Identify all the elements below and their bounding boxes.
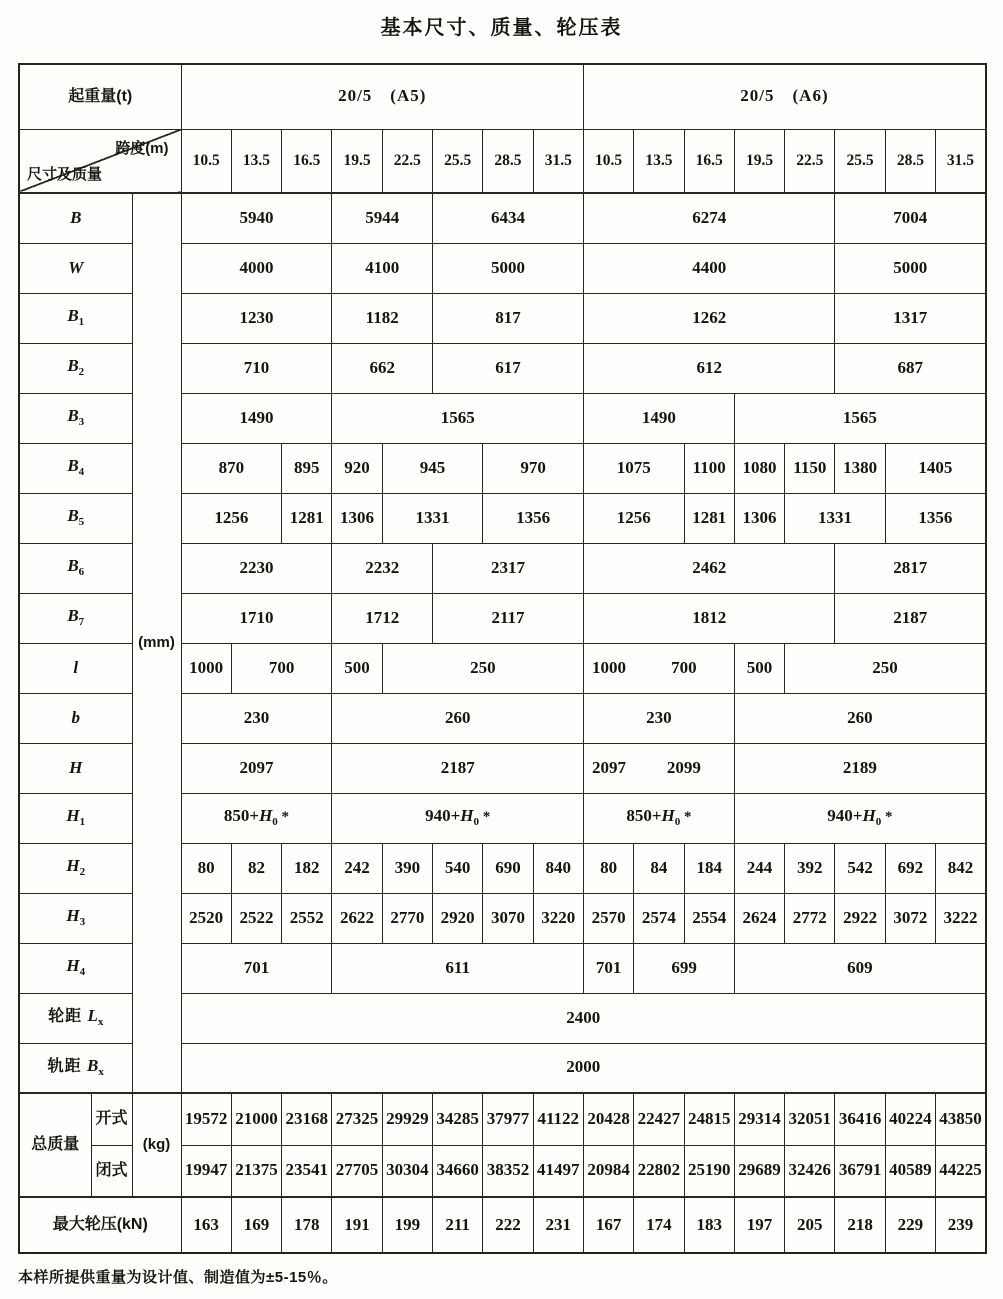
label-B4: [19, 443, 132, 493]
label-part: H: [862, 806, 876, 826]
row-B4-cell-7: 1100: [684, 443, 734, 493]
row-H2-cell-13: 392: [785, 843, 835, 893]
span-a5-19.5: 19.5: [332, 129, 382, 193]
row-max-wheel-pressure-cell-1: 163: [181, 1197, 231, 1253]
label-part: 3: [78, 416, 85, 429]
row-total-mass-open-cell-5: 23168: [282, 1093, 332, 1145]
label-part: H: [460, 806, 474, 826]
label-B: [19, 193, 132, 243]
row-W-cell-2: 4100: [332, 243, 433, 293]
row-B4-cell-11: 1405: [885, 443, 986, 493]
label-H1: [19, 793, 132, 843]
label-part: B: [67, 556, 79, 576]
row-B5-cell-1: 1256: [181, 493, 282, 543]
page-title: 基本尺寸、质量、轮压表: [380, 17, 623, 39]
span-axis-label: 跨度(m): [115, 139, 169, 157]
row-B5-cell-9: 1331: [785, 493, 886, 543]
row-H4-cell-1: 701: [181, 943, 332, 993]
row-total-mass-open-cell-12: 22427: [634, 1093, 684, 1145]
row-H3-cell-15: 3072: [885, 893, 935, 943]
footer-note: 本样所提供重量为设计值、制造值为±5-15％。: [18, 1269, 338, 1286]
diagonal-header-cell: [19, 129, 181, 193]
label-part: 0: [875, 816, 882, 829]
row-H3-cell-4: 2622: [332, 893, 382, 943]
row-H3-cell-16: 3222: [936, 893, 986, 943]
row-B6-cell-2: 2232: [332, 543, 433, 593]
row-total-mass-open: [19, 1093, 986, 1145]
dimensions-mass-wheel-pressure-table: [18, 63, 987, 1254]
row-B-cell-2: 5940: [181, 193, 332, 243]
label-part: *: [479, 809, 491, 826]
row-b-cell-3: 230: [583, 693, 734, 743]
row-l-cell-4: 250: [382, 643, 583, 693]
label-part: b: [71, 707, 80, 727]
label-part: 940+: [425, 806, 461, 826]
row-W-cell-3: 5000: [433, 243, 584, 293]
row-B-cell-5: 6274: [583, 193, 834, 243]
label-B2: [19, 343, 132, 393]
row-B6-cell-1: 2230: [181, 543, 332, 593]
label-H: [19, 743, 132, 793]
row-max-wheel-pressure-cell-13: 205: [785, 1197, 835, 1253]
row-H1-cell-3: [583, 793, 734, 843]
label-H3: [19, 893, 132, 943]
label-part: 2: [79, 866, 86, 879]
label-part: H: [259, 806, 273, 826]
row-max-wheel-pressure-cell-2: 169: [231, 1197, 281, 1253]
row-total-mass-open-cell-4: 21000: [231, 1093, 281, 1145]
row-total-mass-open-cell-8: 34285: [433, 1093, 483, 1145]
row-B7-cell-1: 1710: [181, 593, 332, 643]
label-part: H: [66, 806, 80, 826]
row-H-cell-4: 2189: [734, 743, 986, 793]
value: 1000: [591, 657, 626, 677]
label-part: 1: [79, 816, 86, 829]
row-total-mass-closed-cell-1: 19947: [181, 1145, 231, 1197]
row-total-mass-closed-cell-6: 34660: [433, 1145, 483, 1197]
span-a5-22.5: 22.5: [382, 129, 432, 193]
label-part: 轨距: [47, 1058, 88, 1076]
row-max-wheel-pressure-cell-10: 174: [634, 1197, 684, 1253]
row-B3-cell-2: 1565: [332, 393, 584, 443]
row-H3-cell-2: 2522: [231, 893, 281, 943]
row-H3-cell-3: 2552: [282, 893, 332, 943]
row-B4-cell-3: 920: [332, 443, 382, 493]
row-B4-cell-6: 1075: [583, 443, 684, 493]
label-total-mass: 总质量: [19, 1093, 91, 1197]
row-total-mass-open-cell-18: 43850: [936, 1093, 986, 1145]
row-B3-cell-3: 1490: [583, 393, 734, 443]
row-H-cell-3: [583, 743, 734, 793]
row-B6-cell-5: 2817: [835, 543, 986, 593]
span-a5-25.5: 25.5: [433, 129, 483, 193]
row-total-mass-open-cell-17: 40224: [885, 1093, 935, 1145]
row-max-wheel-pressure-cell-5: 199: [382, 1197, 432, 1253]
row-total-mass-open-cell-9: 37977: [483, 1093, 533, 1145]
row-B5-cell-4: 1331: [382, 493, 483, 543]
row-total-mass-closed-cell-2: 21375: [231, 1145, 281, 1197]
span-a6-25.5: 25.5: [835, 129, 885, 193]
row-total-mass-closed-cell-7: 38352: [483, 1145, 533, 1197]
row-max-wheel-pressure: [19, 1197, 986, 1253]
label-part: x: [97, 1016, 104, 1029]
label-part: x: [98, 1066, 104, 1079]
row-H3-cell-14: 2922: [835, 893, 885, 943]
row-total-mass-closed-cell-9: 20984: [583, 1145, 633, 1197]
row-total-mass-closed-cell-16: 44225: [936, 1145, 986, 1197]
row-B6-cell-4: 2462: [583, 543, 834, 593]
row-B4-cell-5: 970: [483, 443, 584, 493]
label-part: B: [87, 1056, 99, 1076]
row-B1-cell-2: 1182: [332, 293, 433, 343]
label-b: [19, 693, 132, 743]
value: 2099: [666, 757, 701, 777]
row-B4-cell-10: 1380: [835, 443, 885, 493]
span-a5-10.5: 10.5: [181, 129, 231, 193]
row-H2-cell-15: 692: [885, 843, 935, 893]
row-H4-cell-3: 701: [583, 943, 633, 993]
label-H4: [19, 943, 132, 993]
row-W-cell-1: 4000: [181, 243, 332, 293]
row-H1-cell-4: [734, 793, 986, 843]
row-b-cell-4: 260: [734, 693, 986, 743]
span-a5-31.5: 31.5: [533, 129, 583, 193]
row-B4-cell-4: 945: [382, 443, 483, 493]
row-B1-cell-5: 1317: [835, 293, 986, 343]
row-H1-cell-1: [181, 793, 332, 843]
row-B3-cell-1: 1490: [181, 393, 332, 443]
row-total-mass-closed-cell-13: 32426: [785, 1145, 835, 1197]
row-H4-cell-4: 699: [634, 943, 735, 993]
span-a6-10.5: 10.5: [583, 129, 633, 193]
row-B5-cell-8: 1306: [734, 493, 784, 543]
label-part: 2: [78, 366, 85, 379]
row-B-cell-4: 6434: [433, 193, 584, 243]
row-total-mass-closed-cell-4: 27705: [332, 1145, 382, 1197]
row-B7-cell-2: 1712: [332, 593, 433, 643]
row-max-wheel-pressure-cell-12: 197: [734, 1197, 784, 1253]
row-B5-cell-5: 1356: [483, 493, 584, 543]
row-total-mass-open-cell-13: 24815: [684, 1093, 734, 1145]
label-part: 1: [78, 316, 85, 329]
row-total-mass-open-cell-10: 41122: [533, 1093, 583, 1145]
row-H2-cell-6: 540: [433, 843, 483, 893]
row-H2-cell-12: 244: [734, 843, 784, 893]
row-B2-cell-5: 687: [835, 343, 986, 393]
label-part: 0: [473, 816, 480, 829]
row-H2-cell-7: 690: [483, 843, 533, 893]
label-part: 3: [79, 916, 86, 929]
row-H3-cell-10: 2574: [634, 893, 684, 943]
row-total-mass-closed-cell-14: 36791: [835, 1145, 885, 1197]
header-row-spans: [19, 129, 986, 193]
row-B5-cell-10: 1356: [885, 493, 986, 543]
span-a5-13.5: 13.5: [231, 129, 281, 193]
dimension-axis-label: 尺寸及质量: [27, 165, 103, 183]
label-part: *: [881, 809, 893, 826]
row-total-mass-closed-cell-8: 41497: [533, 1145, 583, 1197]
row-max-wheel-pressure-cell-16: 239: [936, 1197, 986, 1253]
row-max-wheel-pressure-cell-3: 178: [282, 1197, 332, 1253]
row-B4-cell-9: 1150: [785, 443, 835, 493]
label-H2: [19, 843, 132, 893]
label-closed-type: 闭式: [91, 1145, 132, 1197]
label-part: *: [277, 809, 290, 826]
row-H2-cell-3: 182: [282, 843, 332, 893]
row-H2-cell-5: 390: [382, 843, 432, 893]
row-B1-cell-1: 1230: [181, 293, 332, 343]
row-total-mass-open-cell-3: 19572: [181, 1093, 231, 1145]
unit-kg: (kg): [132, 1093, 181, 1197]
label-B5: [19, 493, 132, 543]
row-H2-cell-9: 80: [583, 843, 633, 893]
row-total-mass-closed-cell-11: 25190: [684, 1145, 734, 1197]
label-part: 4: [78, 466, 85, 479]
row-B4-cell-2: 895: [282, 443, 332, 493]
label-part: L: [87, 1006, 98, 1026]
row-total-mass-open-cell-15: 32051: [785, 1093, 835, 1145]
label-part: 850+: [626, 806, 662, 826]
label-B1: [19, 293, 132, 343]
row-H3-cell-11: 2554: [684, 893, 734, 943]
row-H2-cell-10: 84: [634, 843, 684, 893]
label-part: H: [66, 956, 80, 976]
row-B6-cell-3: 2317: [433, 543, 584, 593]
row-total-mass-closed-cell-5: 30304: [382, 1145, 432, 1197]
span-a6-22.5: 22.5: [785, 129, 835, 193]
row-total-mass-closed-cell-3: 23541: [282, 1145, 332, 1197]
row-H4-cell-5: 609: [734, 943, 986, 993]
row-total-mass-closed-cell-12: 29689: [734, 1145, 784, 1197]
row-B2-cell-3: 617: [433, 343, 584, 393]
row-l-cell-1: 1000: [181, 643, 231, 693]
capacity-header-cell: 起重量(t): [19, 64, 181, 129]
label-rail-gauge-Bx: [19, 1043, 132, 1093]
row-total-mass-open-cell-7: 29929: [382, 1093, 432, 1145]
span-a6-13.5: 13.5: [634, 129, 684, 193]
row-l-cell-7: 250: [785, 643, 986, 693]
label-part: 4: [79, 966, 86, 979]
label-B6: [19, 543, 132, 593]
label-B7: [19, 593, 132, 643]
label-part: B: [67, 306, 79, 326]
span-a5-16.5: 16.5: [282, 129, 332, 193]
row-B2-cell-1: 710: [181, 343, 332, 393]
label-open-type: 开式: [91, 1093, 132, 1145]
label-part: l: [73, 657, 79, 677]
value: 2097: [591, 757, 626, 777]
row-b-cell-1: 230: [181, 693, 332, 743]
label-part: *: [680, 809, 692, 826]
group-header-a5: 20/5 (A5): [181, 64, 583, 129]
row-max-wheel-pressure-cell-9: 167: [583, 1197, 633, 1253]
row-H3-cell-5: 2770: [382, 893, 432, 943]
row-H3-cell-13: 2772: [785, 893, 835, 943]
row-max-wheel-pressure-cell-14: 218: [835, 1197, 885, 1253]
row-total-mass-closed-cell-15: 40589: [885, 1145, 935, 1197]
label-part: B: [67, 506, 79, 526]
label-W: [19, 243, 132, 293]
row-H2-cell-16: 842: [936, 843, 986, 893]
row-H2-cell-8: 840: [533, 843, 583, 893]
row-H1-cell-2: [332, 793, 584, 843]
label-part: 940+: [827, 806, 863, 826]
row-B7-cell-5: 2187: [835, 593, 986, 643]
row-l-cell-2: 700: [231, 643, 332, 693]
row-l-cell-3: 500: [332, 643, 382, 693]
row-total-mass-open-cell-16: 36416: [835, 1093, 885, 1145]
label-part: W: [68, 257, 84, 277]
row-l-cell-5: [583, 643, 734, 693]
label-max-wheel-pressure: 最大轮压(kN): [19, 1197, 181, 1253]
span-a6-19.5: 19.5: [734, 129, 784, 193]
row-total-mass-closed-cell-10: 22802: [634, 1145, 684, 1197]
label-part: 6: [78, 566, 85, 579]
row-max-wheel-pressure-cell-8: 231: [533, 1197, 583, 1253]
row-B5-cell-7: 1281: [684, 493, 734, 543]
row-max-wheel-pressure-cell-7: 222: [483, 1197, 533, 1253]
label-part: H: [69, 757, 83, 777]
value: 700: [671, 657, 697, 677]
row-total-mass-open-cell-6: 27325: [332, 1093, 382, 1145]
header-row-groups: [19, 64, 986, 129]
label-part: B: [67, 406, 79, 426]
label-part: H: [66, 906, 80, 926]
row-l-cell-6: 500: [734, 643, 784, 693]
span-a5-28.5: 28.5: [483, 129, 533, 193]
row-H3-cell-1: 2520: [181, 893, 231, 943]
row-B2-cell-2: 662: [332, 343, 433, 393]
row-max-wheel-pressure-cell-11: 183: [684, 1197, 734, 1253]
row-W-cell-4: 4400: [583, 243, 834, 293]
label-B3: [19, 393, 132, 443]
row-H2-cell-14: 542: [835, 843, 885, 893]
row-B4-cell-8: 1080: [734, 443, 784, 493]
row-B7-cell-3: 2117: [433, 593, 584, 643]
label-part: B: [67, 606, 79, 626]
row-B-cell-6: 7004: [835, 193, 986, 243]
span-a6-16.5: 16.5: [684, 129, 734, 193]
row-B5-cell-3: 1306: [332, 493, 382, 543]
label-part: H: [661, 806, 675, 826]
row-H2-cell-11: 184: [684, 843, 734, 893]
span-a6-28.5: 28.5: [885, 129, 935, 193]
row-H3-cell-12: 2624: [734, 893, 784, 943]
label-part: 轮距: [48, 1008, 88, 1026]
label-part: B: [70, 207, 82, 227]
row-H2-cell-2: 82: [231, 843, 281, 893]
row-wheelbase-Lx-cell-1: 2400: [181, 993, 986, 1043]
row-B1-cell-3: 817: [433, 293, 584, 343]
row-max-wheel-pressure-cell-6: 211: [433, 1197, 483, 1253]
row-B5-cell-2: 1281: [282, 493, 332, 543]
label-part: 850+: [223, 806, 260, 826]
row-B5-cell-6: 1256: [583, 493, 684, 543]
group-header-a6: 20/5 (A6): [583, 64, 985, 129]
row-H3-cell-7: 3070: [483, 893, 533, 943]
row-total-mass-open-cell-14: 29314: [734, 1093, 784, 1145]
row-H-cell-2: 2187: [332, 743, 584, 793]
row-H3-cell-9: 2570: [583, 893, 633, 943]
row-max-wheel-pressure-cell-15: 229: [885, 1197, 935, 1253]
row-H2-cell-4: 242: [332, 843, 382, 893]
row-b-cell-2: 260: [332, 693, 584, 743]
label-wheelbase-Lx: [19, 993, 132, 1043]
row-H-cell-1: 2097: [181, 743, 332, 793]
row-B3-cell-4: 1565: [734, 393, 986, 443]
label-part: B: [67, 356, 79, 376]
unit-mm: (mm): [132, 193, 181, 1093]
label-part: 0: [674, 816, 681, 829]
label-part: 7: [78, 616, 85, 629]
row-H3-cell-8: 3220: [533, 893, 583, 943]
label-part: H: [66, 856, 80, 876]
row-B2-cell-4: 612: [583, 343, 834, 393]
row-B-cell-3: 5944: [332, 193, 433, 243]
label-part: 0: [272, 816, 278, 829]
row-B4-cell-1: 870: [181, 443, 282, 493]
label-part: 5: [78, 516, 85, 529]
label-l: [19, 643, 132, 693]
row-H2-cell-1: 80: [181, 843, 231, 893]
row-H3-cell-6: 2920: [433, 893, 483, 943]
label-part: B: [67, 456, 79, 476]
row-rail-gauge-Bx-cell-1: 2000: [181, 1043, 986, 1093]
row-max-wheel-pressure-cell-4: 191: [332, 1197, 382, 1253]
row-B1-cell-4: 1262: [583, 293, 834, 343]
span-a6-31.5: 31.5: [936, 129, 986, 193]
row-W-cell-5: 5000: [835, 243, 986, 293]
row-B: [19, 193, 986, 243]
row-H4-cell-2: 611: [332, 943, 584, 993]
row-B7-cell-4: 1812: [583, 593, 834, 643]
row-total-mass-open-cell-11: 20428: [583, 1093, 633, 1145]
